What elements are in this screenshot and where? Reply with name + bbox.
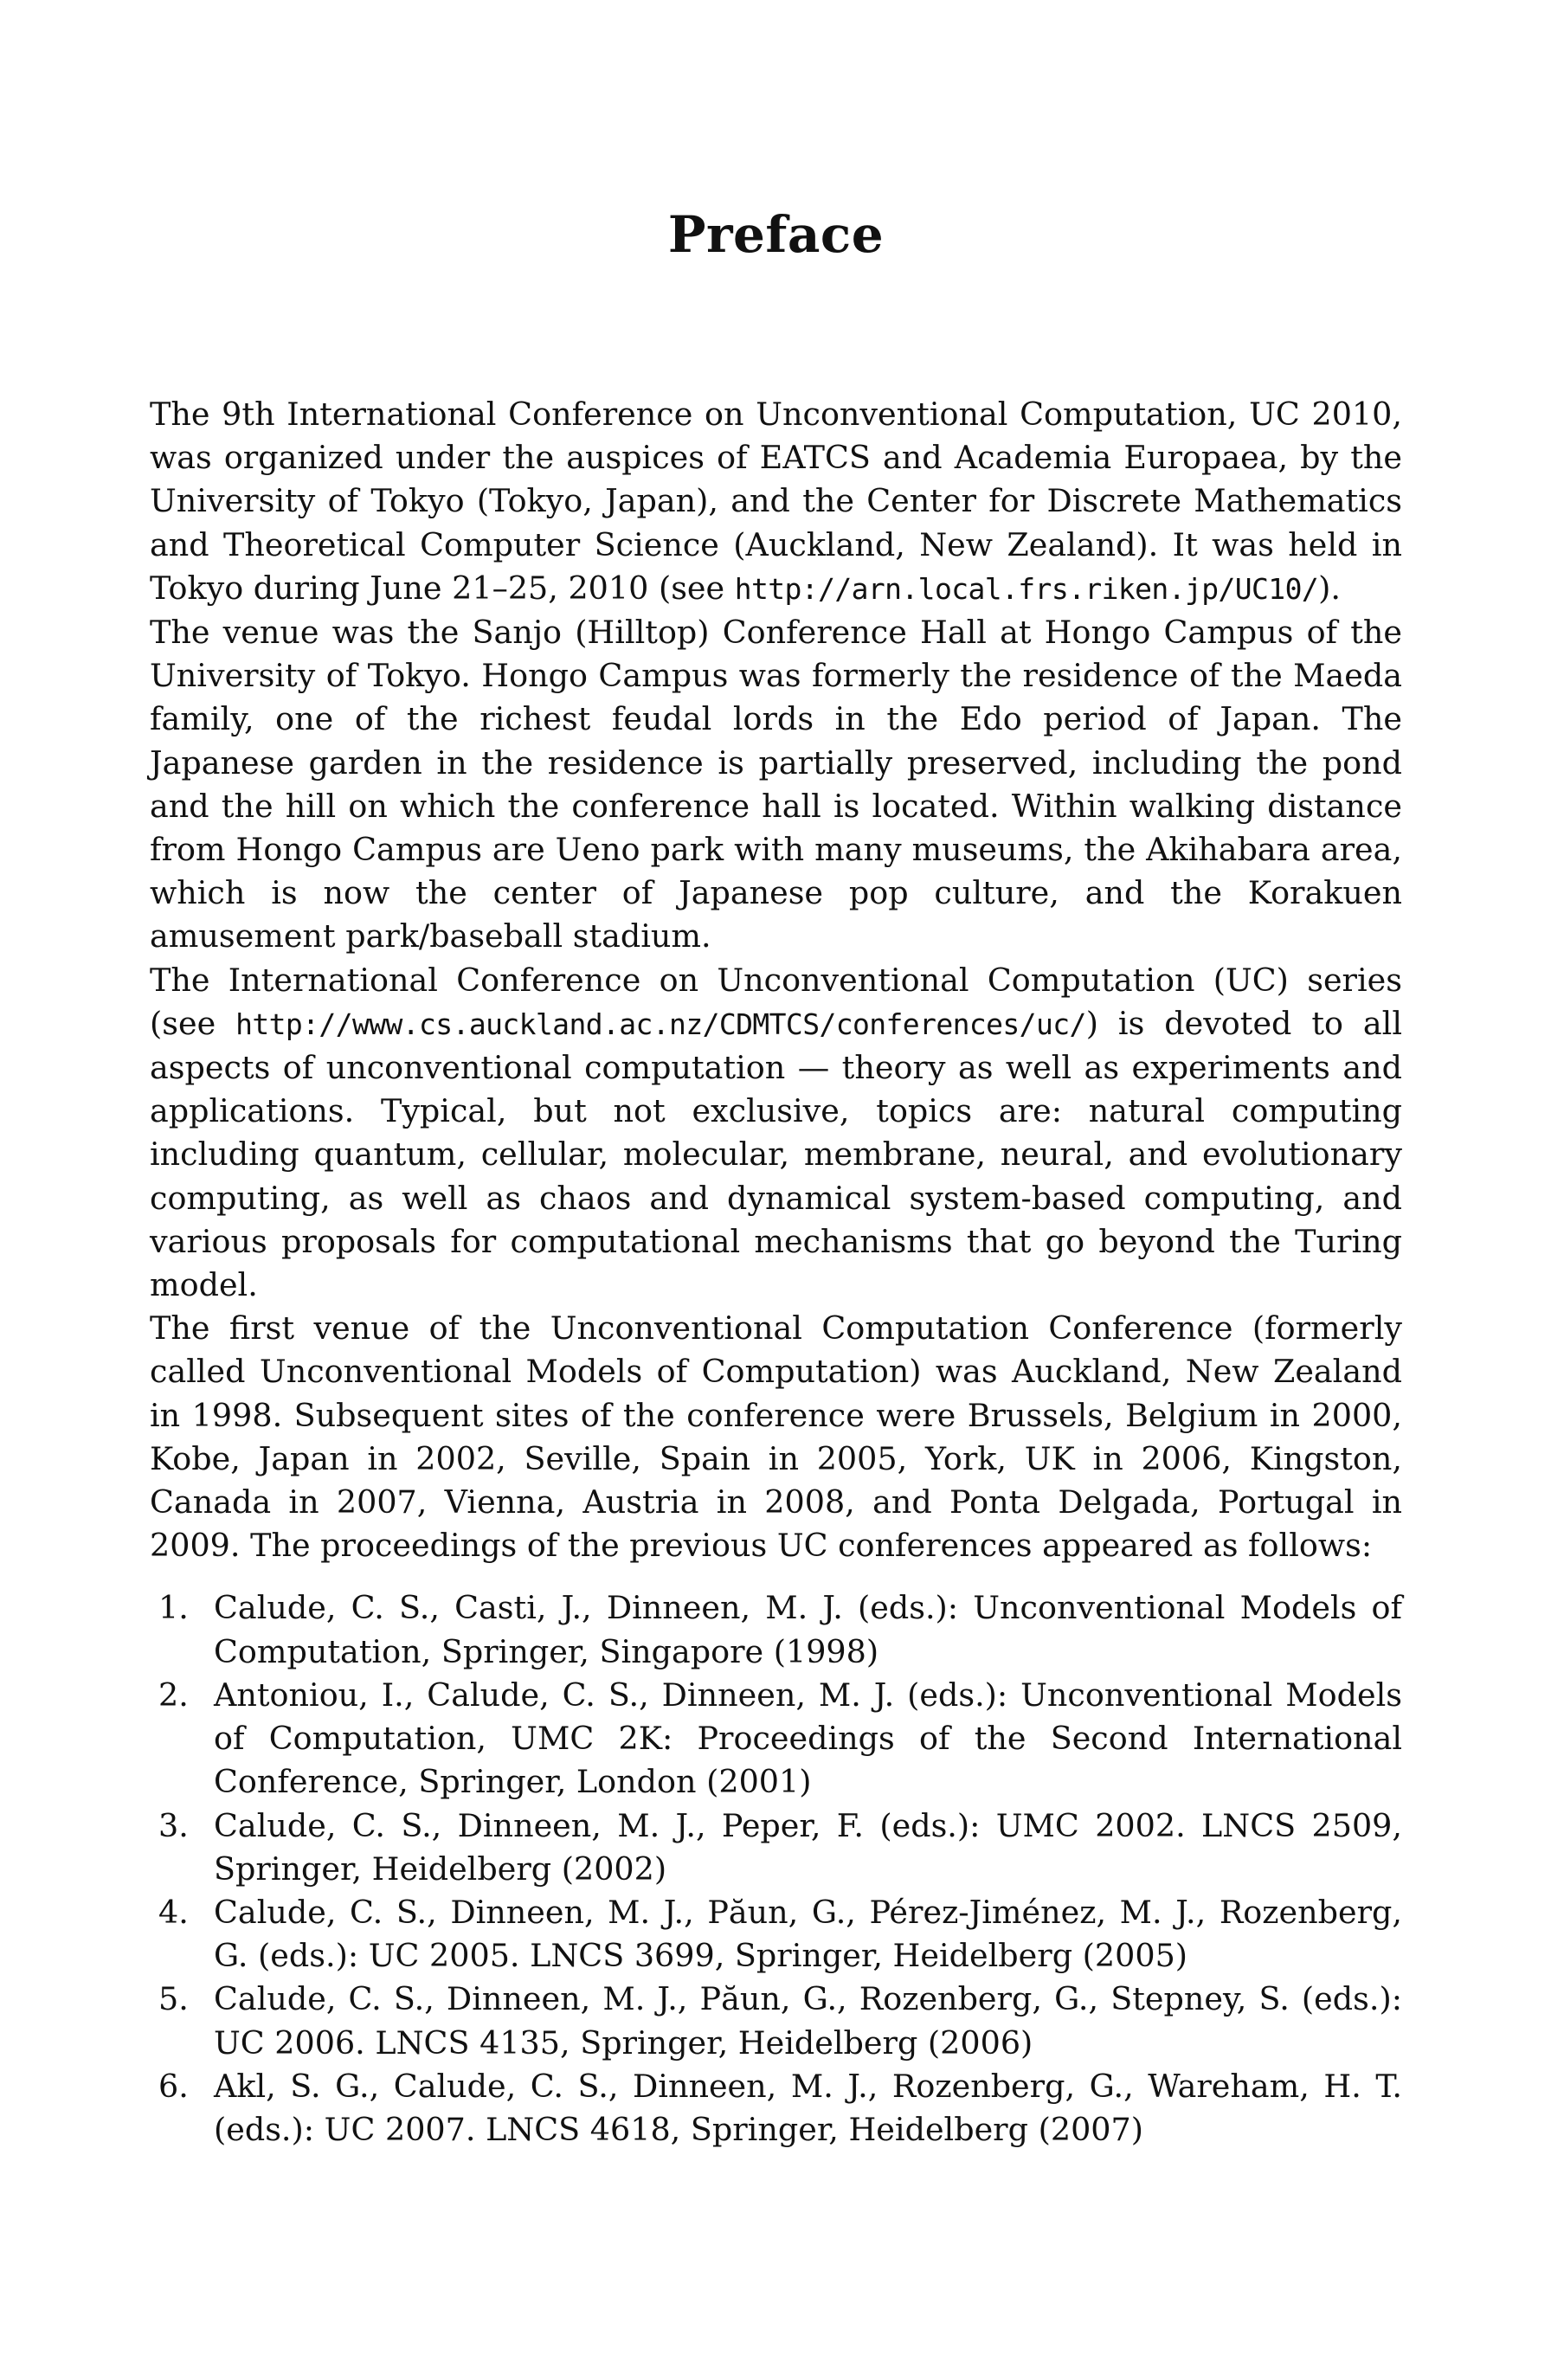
paragraph-text: The first venue of the Unconventional Computation Conference (formerly called Unconventional Models of Computation) was Auckland, New Zealand in 1998. Subsequent sites of the conference were Brussels, Belgium in 2000, Kobe, Japan in 2002, Seville, Spain in 2005, York, UK in 2006, Kingston, Canada in 2007, Vienna, Austria in 2008, and Ponta Delgada, Portugal in 2009. The proceedings of the previous UC conferences appeared as follows:: [150, 1309, 1402, 1565]
list-item-text: Calude, C. S., Dinneen, M. J., Peper, F. (eds.): UMC 2002. LNCS 2509, Springer, Heidelberg (2002): [214, 1806, 1402, 1888]
list-item-number: 4.: [158, 1893, 189, 1931]
preface-body: [150, 393, 1402, 2152]
conference-url-link[interactable]: http://arn.local.frs.riken.jp/UC10/: [734, 571, 1319, 606]
list-item-text: Calude, C. S., Dinneen, M. J., Păun, G., Pérez-Jiménez, M. J., Rozenberg, G. (eds.): UC 2005. LNCS 3699, Springer, Heidelberg (2005): [214, 1893, 1402, 1975]
list-item-number: 5.: [158, 1980, 189, 2018]
list-item-number: 1.: [158, 1589, 189, 1627]
list-item-number: 2.: [158, 1676, 189, 1714]
list-item: [150, 2065, 1402, 2152]
list-item: [150, 1804, 1402, 1891]
paragraph-text: The International Conference on Unconventional Computation (UC) series (see: [150, 961, 1402, 1042]
series-url-link[interactable]: http://www.cs.auckland.ac.nz/CDMTCS/conferences/uc/: [235, 1007, 1086, 1041]
list-item-text: Calude, C. S., Casti, J., Dinneen, M. J. (eds.): Unconventional Models of Computation, Springer, Singapore (1998): [214, 1589, 1402, 1670]
page-title: Preface: [667, 204, 885, 264]
list-item-text: Calude, C. S., Dinneen, M. J., Păun, G., Rozenberg, G., Stepney, S. (eds.): UC 2006. LNCS 4135, Springer, Heidelberg (2006): [214, 1980, 1402, 2062]
list-item: [150, 1978, 1402, 2064]
paragraph-text: ) is devoted to all aspects of unconventional computation — theory as well as experiments and applications. Typical, but not exclusive, topics are: natural computing including quantum, cellular, molecular, membrane, neural, and evolutionary computing, as well as chaos and dynamical system-based computing, and various proposals for computational mechanisms that go beyond the Turing model.: [150, 1004, 1402, 1304]
list-item-text: Antoniou, I., Calude, C. S., Dinneen, M. J. (eds.): Unconventional Models of Computation, UMC 2K: Proceedings of the Second International Conference, Springer, London (2001): [214, 1676, 1402, 1801]
list-item: [150, 1586, 1402, 1673]
paragraph-text: ).: [1318, 569, 1341, 607]
list-item: [150, 1891, 1402, 1978]
list-item-number: 3.: [158, 1806, 189, 1844]
list-item: [150, 1674, 1402, 1804]
list-item-number: 6.: [158, 2067, 189, 2105]
paragraph-text: The venue was the Sanjo (Hilltop) Conference Hall at Hongo Campus of the University of Tokyo. Hongo Campus was formerly the residence of the Maeda family, one of the richest feudal lords in the Edo period of Japan. The Japanese garden in the residence is partially preserved, including the pond and the hill on which the conference hall is located. Within walking distance from Hongo Campus are Ueno park with many museums, the Akihabara area, which is now the center of Japanese pop culture, and the Korakuen amusement park/baseball stadium.: [150, 614, 1402, 955]
paragraph-4: [150, 1307, 1402, 1567]
paragraph-3: [150, 959, 1402, 1308]
paragraph-1: [150, 393, 1402, 611]
paragraph-text: The 9th International Conference on Unconventional Computation, UC 2010, was organized under the auspices of EATCS and Academia Europaea, by the University of Tokyo (Tokyo, Japan), and the Center for Discrete Mathematics and Theoretical Computer Science (Auckland, New Zealand). It was held in Tokyo during June 21–25, 2010 (see: [150, 396, 1402, 607]
paragraph-2: [150, 611, 1402, 959]
list-item-text: Akl, S. G., Calude, C. S., Dinneen, M. J., Rozenberg, G., Wareham, H. T. (eds.): UC 2007. LNCS 4618, Springer, Heidelberg (2007): [214, 2067, 1402, 2148]
proceedings-list: [150, 1586, 1402, 2152]
